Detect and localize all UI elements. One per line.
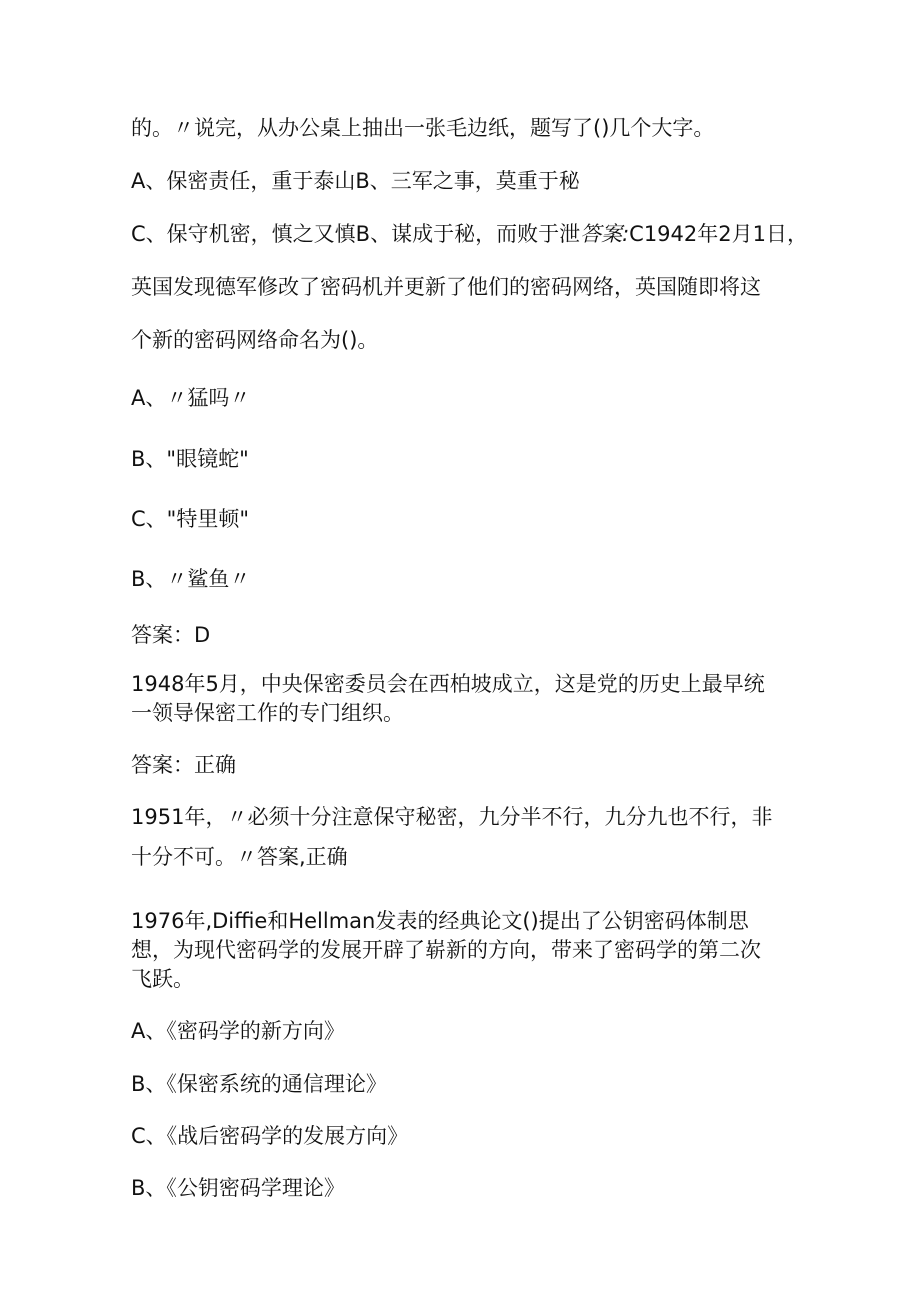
statement-1948-line-1: 1948年5月，中央保密委员会在西柏坡成立，这是党的历史上最早统	[131, 672, 765, 696]
question-line-3: 个新的密码网络命名为()。	[131, 328, 379, 352]
option-b-yanjingshe: B、"眼镜蛇"	[131, 447, 249, 471]
option-b-shayu: B、〃鲨鱼〃	[131, 567, 251, 591]
question-1976-line-3: 飞跃。	[131, 967, 194, 991]
answer-label-italic: 答案:	[580, 222, 630, 246]
question-1976-line-2: 想，为现代密码学的发展开辟了崭新的方向，带来了密码学的第二次	[131, 938, 761, 962]
option-c-text: C、保守机密，慎之又慎B、谋成于秘，而败于泄	[131, 222, 581, 246]
answer-d: 答案：D	[131, 623, 211, 647]
option-a-line: A、保密责任，重于泰山B、三军之事，莫重于秘	[131, 169, 580, 193]
statement-1951-line-1: 1951年，〃必须十分注意保守秘密，九分半不行，九分九也不行，非	[131, 805, 773, 829]
option-a-mengma: A、〃猛吗〃	[131, 386, 251, 410]
question-1976-line-1: 1976年,Diffie和Hellman发表的经典论文()提出了公钥密码体制思	[131, 909, 749, 933]
option-b-public-key-theory: B、《公钥密码学理论》	[131, 1176, 345, 1200]
statement-1951-line-2: 十分不可。〃答案,正确	[131, 845, 348, 869]
option-c-telidun: C、"特里顿"	[131, 507, 249, 531]
answer-correct-1: 答案：正确	[131, 753, 236, 777]
question-line-2: 英国发现德军修改了密码机并更新了他们的密码网络，英国随即将这	[131, 275, 761, 299]
statement-1948-line-2: 一领导保密工作的专门组织。	[131, 701, 404, 725]
option-b-communication-theory: B、《保密系统的通信理论》	[131, 1072, 387, 1096]
option-c-postwar-development: C、《战后密码学的发展方向》	[131, 1124, 409, 1148]
answer-and-question-start: C1942年2月1日，	[629, 222, 808, 246]
option-c-line	[131, 219, 808, 251]
option-a-new-directions: A、《密码学的新方向》	[131, 1019, 345, 1043]
text-line-1: 的。〃说完，从办公桌上抽出一张毛边纸，题写了()几个大字。	[131, 116, 715, 140]
